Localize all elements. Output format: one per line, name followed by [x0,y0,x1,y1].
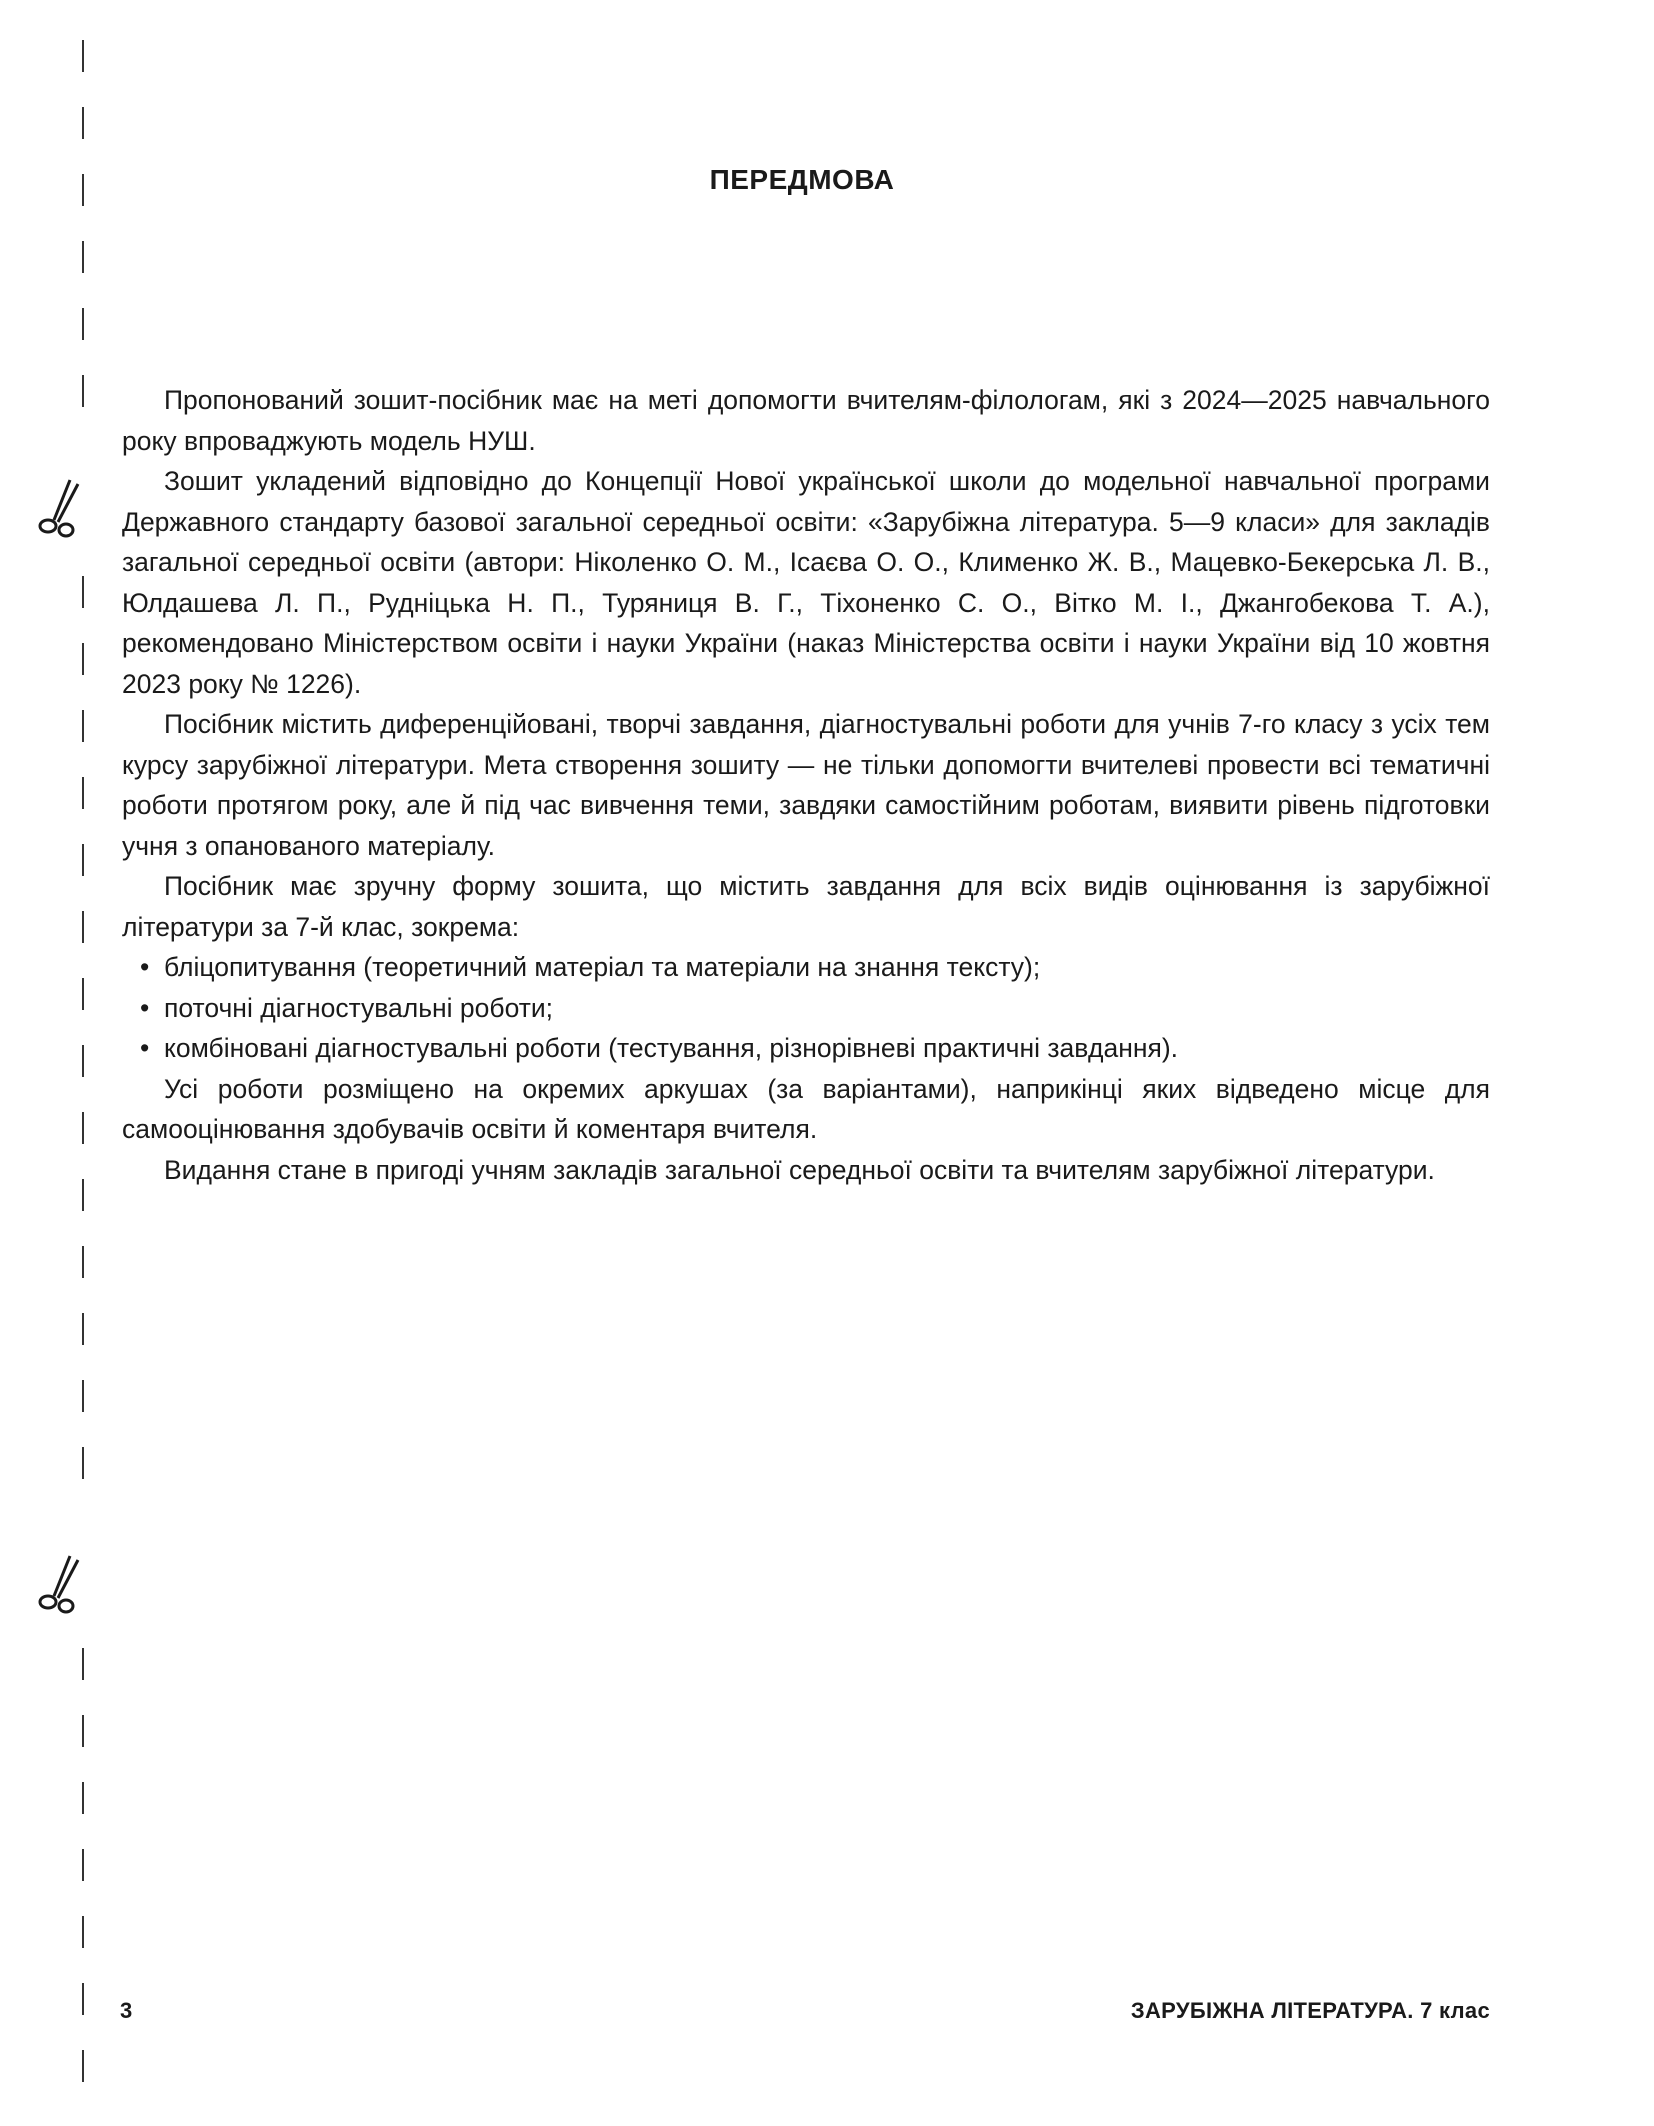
cut-line-dash [82,375,84,407]
cut-line-dash [82,1380,84,1412]
list-item [122,1028,1490,1069]
paragraph: Усі роботи розміщено на окремих аркушах (за варіантами), наприкінці яких відведено місце для самооцінювання здобувачів освіти й коментаря вчителя. [122,1073,1490,1144]
cut-line-dash [82,40,84,72]
cut-line-dash [82,107,84,139]
cut-line-dash [82,1782,84,1814]
cut-line-dash [82,978,84,1010]
scissors-icon [34,1552,86,1616]
cut-line-dash [82,1112,84,1144]
cut-line-dash [82,308,84,340]
cut-line-dash [82,1313,84,1345]
list-item-text: бліцопитування (теоретичний матеріал та матеріали на знання тексту); [164,952,1041,982]
cut-line-dash [82,1916,84,1948]
list-item [122,988,1490,1029]
cut-line-dash [82,2050,84,2082]
paragraph: Пропонований зошит-посібник має на меті допомогти вчителям-філологам, які з 2024—2025 навчального року впроваджують модель НУШ. [122,385,1490,456]
cut-line-dash [82,1648,84,1680]
cut-line-dash [82,777,84,809]
bullet-icon: • [140,952,150,982]
paragraph: Посібник містить диференційовані, творчі завдання, діагностувальні роботи для учнів 7-го класу з усіх тем курсу зарубіжної літератури. Мета створення зошиту — не тільки допомогти вчителеві провести всі тематичні роботи протягом року, але й під час вивчення теми, завдяки самостійним роботам, виявити рівень підготовки учня з опанованого матеріалу. [122,709,1490,861]
paragraph: Посібник має зручну форму зошита, що містить завдання для всіх видів оцінювання із зарубіжної літератури за 7-й клас, зокрема: [122,871,1490,942]
paragraph: Зошит укладений відповідно до Концепції Нової української школи до модельної навчальної програми Державного стандарту базової загальної середньої освіти: «Зарубіжна література. 5—9 класи» для закладів загальної середньої освіти (автори: Ніколенко О. М., Ісаєва О. О., Клименко Ж. В., Мацевко-Бекерська Л. В., Юлдашева Л. П., Рудніцька Н. П., Туряниця В. Г., Тіхоненко С. О., Вітко М. І., Джангобекова Т. А.), рекомендовано Міністерством освіти і науки України (наказ Міністерства освіти і науки України від 10 жовтня 2023 року № 1226). [122,466,1490,699]
cut-line-dash [82,241,84,273]
dashed-cut-line [82,40,86,2126]
cut-line-dash [82,1246,84,1278]
page-title: ПЕРЕДМОВА [709,163,895,195]
cut-line-dash [82,844,84,876]
paragraph: Видання стане в пригоді учням закладів загальної середньої освіти та вчителям зарубіжної літератури. [164,1154,1435,1185]
cut-line-dash [82,1849,84,1881]
list-item [122,947,1490,988]
scissors-icon [34,476,86,540]
cut-line-dash [82,1045,84,1077]
cut-line-dash [82,1983,84,2015]
preface-body [122,380,1490,1190]
list-item-text: поточні діагностувальні роботи; [164,992,554,1023]
assessment-list [122,947,1490,1069]
cut-line-dash [82,710,84,742]
cut-line-dash [82,911,84,943]
bullet-icon: • [140,1033,150,1063]
list-item-text: комбіновані діагностувальні роботи (тестування, різнорівневі практичні завдання). [164,1033,1179,1063]
bullet-icon: • [140,992,150,1023]
page-number: 3 [120,1998,133,2023]
cut-line-dash [82,576,84,608]
running-footer-title: ЗАРУБІЖНА ЛІТЕРАТУРА. 7 клас [1130,1998,1490,2023]
cut-line-dash [82,1179,84,1211]
cut-line-dash [82,1715,84,1747]
cut-line-dash [82,1447,84,1479]
cut-line-dash [82,643,84,675]
